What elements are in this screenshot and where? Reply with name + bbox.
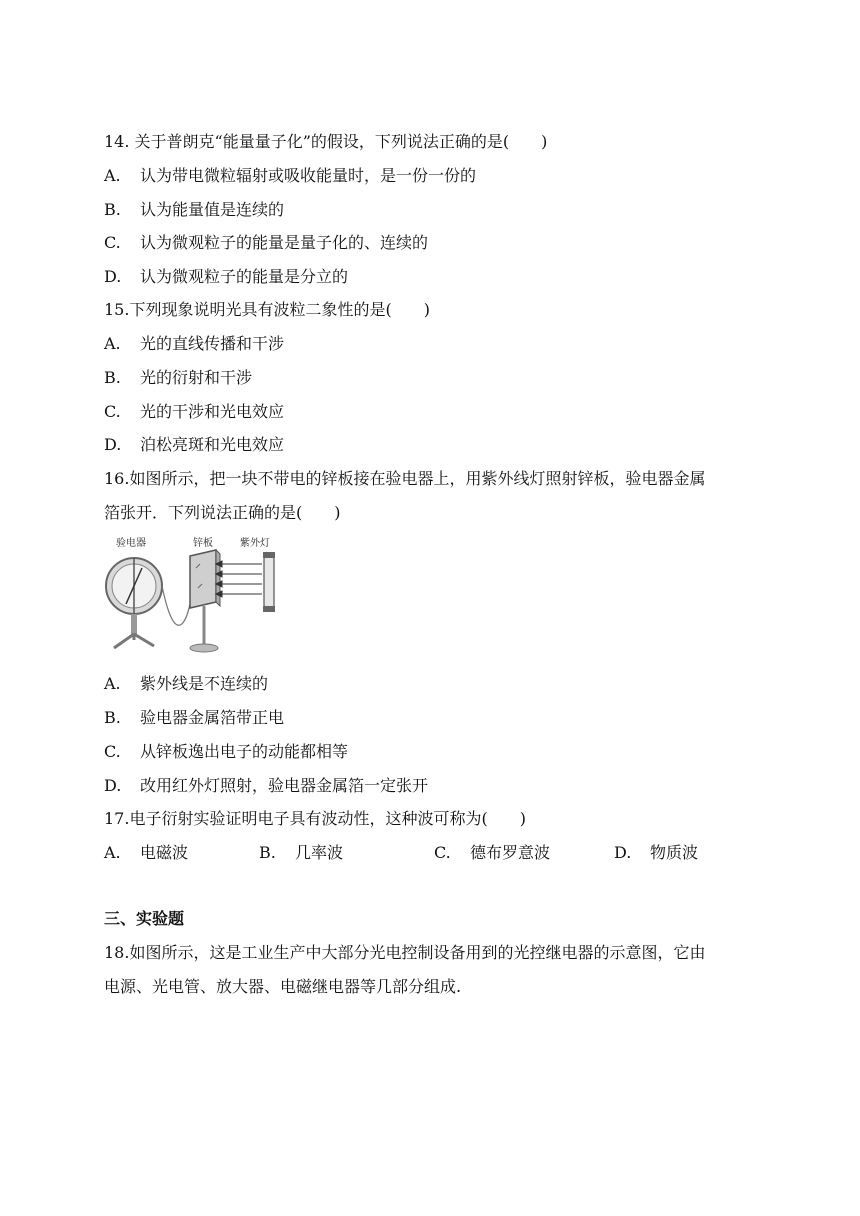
option-label: B.: [104, 708, 121, 727]
option-label: C.: [104, 742, 121, 761]
q18-stem-line1: 18.如图所示，这是工业生产中大部分光电控制设备用到的光控继电器的示意图，它由: [104, 943, 706, 962]
q15-stem: 15.下列现象说明光具有波粒二象性的是( ): [104, 300, 430, 319]
electroscope-drawing: [106, 558, 162, 648]
option-label: B.: [104, 368, 121, 387]
option-label: C.: [104, 233, 121, 252]
option-label: D.: [104, 435, 122, 454]
section-title: 三、实验题: [104, 909, 185, 928]
option-label: A.: [104, 674, 121, 693]
q16-option-c: [104, 741, 348, 763]
q15-option-a: [104, 333, 284, 355]
option-text: 紫外线是不连续的: [140, 674, 269, 693]
q14-option-c: [104, 232, 428, 254]
option-text: 光的直线传播和干涉: [140, 334, 285, 353]
q16-stem-line2: 箔张开．下列说法正确的是( ): [104, 503, 341, 522]
q15-option-b: [104, 367, 252, 389]
figure-label-zinc-plate: 锌板: [193, 538, 213, 549]
option-text: 认为能量值是连续的: [140, 200, 285, 219]
option-text: 认为微观粒子的能量是量子化的、连续的: [140, 233, 429, 252]
option-text: 验电器金属箔带正电: [140, 708, 285, 727]
q14-stem: 14. 关于普朗克“能量量子化”的假设，下列说法正确的是( ): [104, 132, 548, 151]
q16-stem-line1: 16.如图所示，把一块不带电的锌板接在验电器上，用紫外线灯照射锌板，验电器金属: [104, 469, 706, 488]
q17-option-c: [434, 842, 550, 864]
q15-option-d: [104, 434, 284, 456]
option-text: 德布罗意波: [470, 843, 551, 862]
option-text: 认为带电微粒辐射或吸收能量时，是一份一份的: [140, 166, 477, 185]
uv-lamp-drawing: [263, 552, 275, 612]
q16-option-b: [104, 707, 284, 729]
q14-option-b: [104, 199, 284, 221]
q18-stem-line2: 电源、光电管、放大器、电磁继电器等几部分组成.: [104, 977, 462, 996]
option-label: D.: [104, 267, 122, 286]
option-text: 泊松亮斑和光电效应: [140, 435, 285, 454]
figure-label-electroscope: 验电器: [116, 538, 146, 549]
option-text: 电磁波: [140, 843, 189, 862]
q17-options-row: [104, 842, 764, 864]
zinc-plate-drawing: [190, 550, 220, 652]
q16-option-d: [104, 775, 428, 797]
option-label: C.: [104, 402, 121, 421]
option-label: C.: [434, 843, 451, 862]
q16-option-a: [104, 673, 268, 695]
q17-option-d: [614, 842, 698, 864]
option-text: 物质波: [650, 843, 699, 862]
option-label: D.: [104, 776, 122, 795]
option-text: 光的衍射和干涉: [140, 368, 253, 387]
q15-option-c: [104, 401, 284, 423]
q17-option-a: [104, 842, 188, 864]
option-label: A.: [104, 334, 121, 353]
option-text: 认为微观粒子的能量是分立的: [140, 267, 349, 286]
option-label: A.: [104, 843, 121, 862]
electroscope-figure: [104, 534, 284, 658]
option-text: 几率波: [295, 843, 344, 862]
q14-option-d: [104, 266, 348, 288]
q17-option-b: [259, 842, 343, 864]
figure-label-uv-lamp: 紫外灯: [240, 538, 270, 549]
option-label: D.: [614, 843, 632, 862]
option-label: B.: [259, 843, 276, 862]
option-label: B.: [104, 200, 121, 219]
option-text: 光的干涉和光电效应: [140, 402, 285, 421]
option-text: 从锌板逸出电子的动能都相等: [140, 742, 349, 761]
q14-option-a: [104, 165, 476, 187]
option-label: A.: [104, 166, 121, 185]
option-text: 改用红外灯照射，验电器金属箔一定张开: [140, 776, 429, 795]
q17-stem: 17.电子衍射实验证明电子具有波动性，这种波可称为( ): [104, 809, 526, 828]
